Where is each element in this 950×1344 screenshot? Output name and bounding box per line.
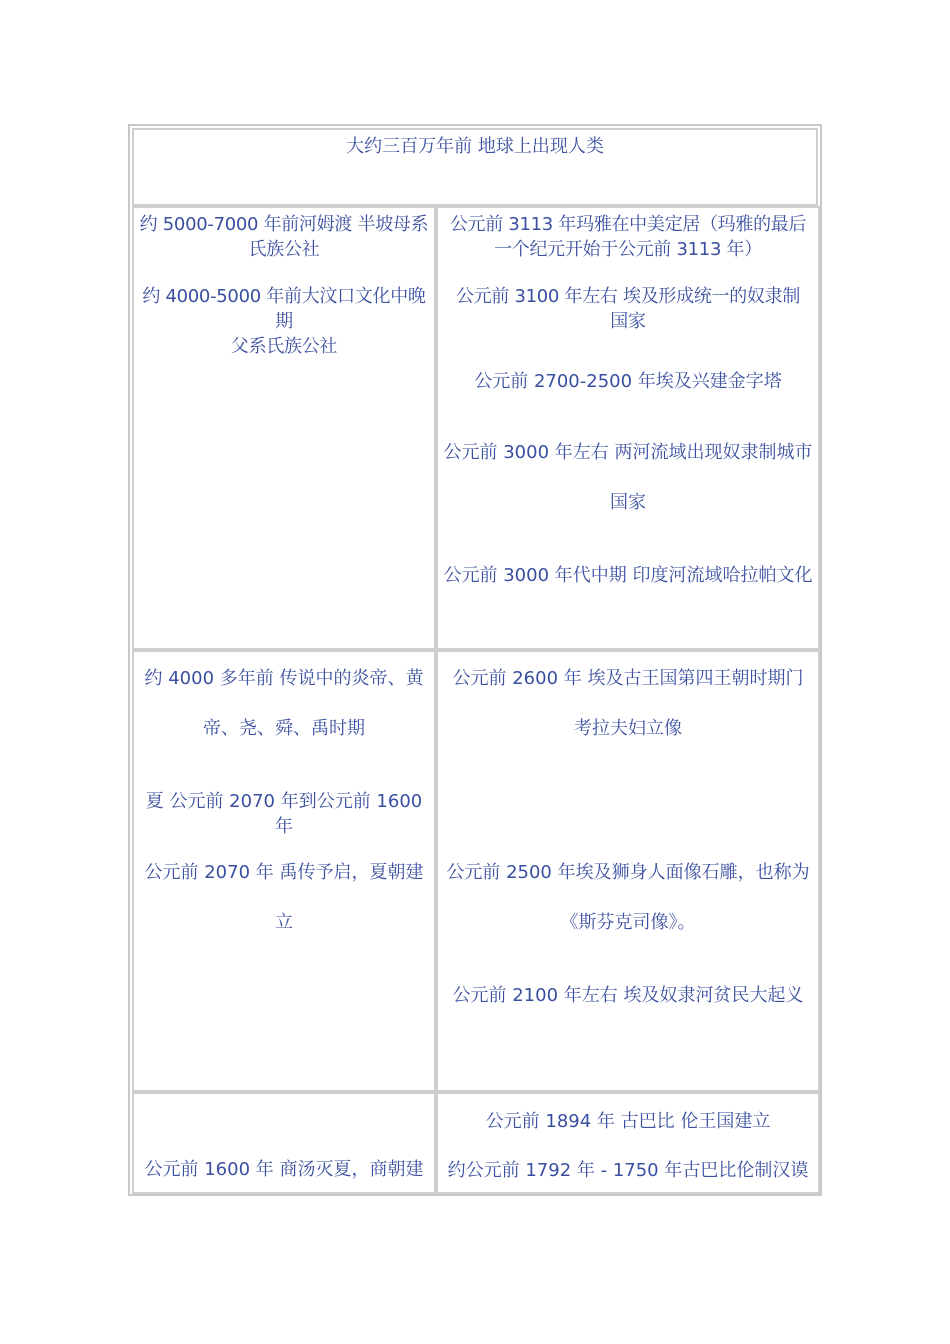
timeline-table [128, 124, 822, 1196]
list-item: 公元前 1600 年 商汤灭夏，商朝建 [144, 1159, 424, 1180]
row1-left-cell [132, 206, 436, 650]
list-item: 约公元前 1792 年 - 1750 年古巴比伦制汉谟 [447, 1160, 809, 1181]
list-item: 约 4000 多年前 传说中的炎帝、黄 帝、尧、舜、禹时期 [144, 668, 424, 739]
list-item: 公元前 2070 年 禹传予启，夏朝建 立 [144, 862, 424, 933]
list-item: 公元前 1894 年 古巴比 伦王国建立 [485, 1111, 771, 1132]
list-item: 公元前 2600 年 埃及古王国第四王朝时期门 考拉夫妇立像 [452, 668, 804, 739]
row3-left-cell [132, 1092, 436, 1194]
list-item: 公元前 3100 年左右 埃及形成统一的奴隶制 国家 [455, 286, 801, 332]
list-item: 公元前 2700-2500 年埃及兴建金字塔 [474, 371, 782, 392]
row1-right-cell [436, 206, 820, 650]
header-text: 大约三百万年前 地球上出现人类 [346, 136, 604, 157]
header-cell [132, 128, 818, 206]
list-item: 约 4000-5000 年前大汶口文化中晚期 父系氏族公社 [142, 286, 426, 357]
list-item: 公元前 3000 年左右 两河流域出现奴隶制城市 国家 [443, 442, 813, 513]
list-item: 夏 公元前 2070 年到公元前 1600 年 [145, 791, 423, 837]
row3-right-cell [436, 1092, 820, 1194]
list-item: 约 5000-7000 年前河姆渡 半坡母系 氏族公社 [139, 214, 429, 260]
row2-right-cell [436, 650, 820, 1092]
list-item: 公元前 3000 年代中期 印度河流域哈拉帕文化 [443, 565, 813, 586]
list-item: 公元前 3113 年玛雅在中美定居（玛雅的最后 一个纪元开始于公元前 3113 年） [449, 214, 807, 260]
list-item: 公元前 2500 年埃及狮身人面像石雕，也称为 《斯芬克司像》。 [446, 862, 810, 933]
row2-left-cell [132, 650, 436, 1092]
list-item: 公元前 2100 年左右 埃及奴隶河贫民大起义 [452, 985, 804, 1006]
